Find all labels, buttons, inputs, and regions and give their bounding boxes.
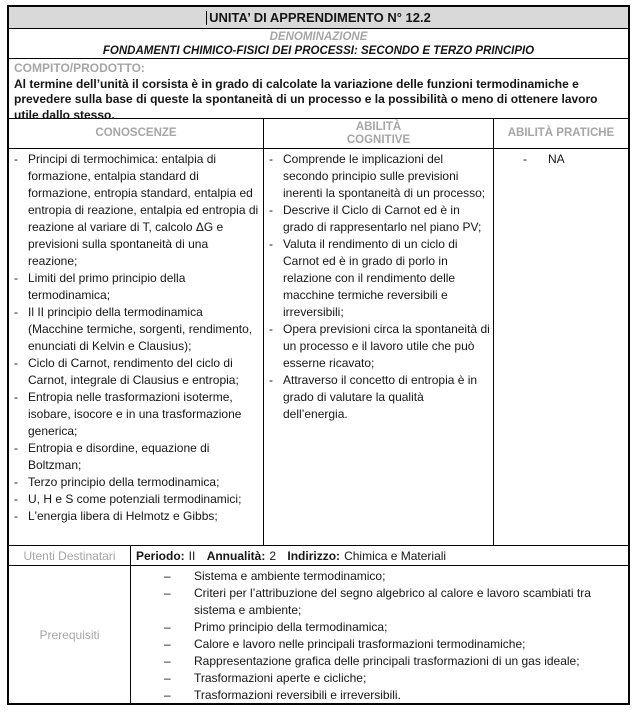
endash-marker: – [164, 637, 171, 651]
list-item-text: Calore e lavoro nelle principali trasformazioni termodinamiche; [194, 637, 526, 651]
dash-marker: - [14, 356, 18, 370]
prerequisiti-label: Prerequisiti [39, 627, 100, 642]
dash-marker: - [14, 492, 18, 506]
list-item-text: Terzo principio della termodinamica; [28, 475, 220, 489]
list-item [264, 321, 493, 372]
list-item-text: Trasformazioni aperte e cicliche; [194, 671, 367, 685]
endash-marker: – [164, 569, 171, 583]
list-item-text: Rappresentazione grafica delle principali trasformazioni di un gas ideale; [194, 654, 580, 668]
compito-text: Al termine dell’unità il corsista è in grado di calcolate la variazione delle funzioni termodinamiche e prevedere sulla base di queste la spontaneità di un processo e la possibilità o meno di ottenere lavoro utile dallo stesso. [14, 76, 598, 122]
dash-marker: - [14, 271, 18, 285]
list-item [264, 236, 493, 321]
list-item [9, 440, 263, 474]
header-abilita-pratiche-label: ABILITÀ PRATICHE [507, 127, 615, 139]
prerequisiti-label-cell[interactable] [9, 566, 131, 703]
endash-marker: – [164, 671, 171, 685]
utenti-destinatari-label: Utenti Destinatari [23, 548, 116, 563]
list-item [494, 151, 628, 168]
list-item [131, 636, 628, 653]
list-item [9, 491, 263, 508]
list-item [131, 568, 628, 585]
list-item [264, 151, 493, 202]
list-item [264, 202, 493, 236]
compito-label: COMPITO/PRODOTTO: [14, 61, 145, 75]
dash-marker: - [269, 237, 273, 251]
endash-marker: – [164, 654, 171, 668]
abilita-cognitive-cell[interactable] [263, 149, 494, 545]
list-item-text: Attraverso il concetto di entropia è in grado di valutare la qualità dell’energia. [283, 373, 478, 421]
list-item [9, 270, 263, 304]
dash-marker: - [523, 152, 527, 166]
abilita-cognitive-list [264, 151, 493, 423]
list-item-text: Sistema e ambiente termodinamico; [194, 569, 386, 583]
document-title: UNITA’ DI APPRENDIMENTO N° 12.2 [209, 10, 431, 25]
prerequisiti-list [131, 568, 628, 704]
segment-value: 2 [269, 548, 277, 563]
header-conoscenze-label: CONOSCENZE [95, 127, 177, 139]
endash-marker: – [164, 688, 171, 702]
list-item-text: Valuta il rendimento di un ciclo di Carnot ed è in grado di porlo in relazione con il rendimento delle macchine termiche reversibili e irreversibili; [283, 237, 458, 319]
dash-marker: - [14, 475, 18, 489]
prerequisiti-content[interactable] [131, 566, 628, 703]
dash-marker: - [14, 441, 18, 455]
list-item-text: Principi di termochimica: entalpia di formazione, entalpia standard di formazione, entropia standard, entalpia ed entropia di reazione, entalpia ed entropia di reazione al variare di T, calcolo ΔG e previsioni sulla spontaneità di una reazione; [28, 152, 259, 268]
list-item [131, 619, 628, 636]
info-segment [136, 549, 195, 563]
list-item-text: Entropia nelle trasformazioni isoterme, isobare, isocore e in una trasformazione generica; [28, 390, 242, 438]
list-item [9, 304, 263, 355]
skills-header-row [9, 118, 628, 148]
dash-marker: - [14, 509, 18, 523]
list-item [131, 670, 628, 687]
title-row[interactable] [9, 7, 628, 28]
segment-value: II [188, 548, 196, 563]
abilita-pratiche-list [494, 151, 628, 168]
header-abilita-pratiche[interactable] [494, 119, 628, 148]
dash-marker: - [269, 322, 273, 336]
list-item [131, 585, 628, 619]
list-item [9, 474, 263, 491]
conoscenze-cell[interactable] [9, 149, 263, 545]
list-item-text: Entropia e disordine, equazione di Boltzman; [28, 441, 210, 472]
header-conoscenze[interactable] [9, 119, 263, 148]
segment-label: Indirizzo: [287, 548, 341, 563]
conoscenze-list [9, 151, 263, 525]
dash-marker: - [269, 203, 273, 217]
info-segment [207, 549, 276, 563]
endash-marker: – [164, 620, 171, 634]
dash-marker: - [269, 373, 273, 387]
list-item-text: Il II principio della termodinamica (Macchine termiche, sorgenti, rendimento, enunciati di Kelvin e Clausius); [28, 305, 253, 353]
prerequisiti-row [9, 565, 628, 703]
dash-marker: - [14, 152, 18, 166]
list-item-text: L'energia libera di Helmotz e Gibbs; [28, 509, 218, 523]
header-abilita-cognitive[interactable] [263, 119, 494, 148]
list-item [264, 372, 493, 423]
list-item [9, 355, 263, 389]
list-item-text: Descrive il Ciclo di Carnot ed è in grado di rappresentarlo nel piano PV; [283, 203, 482, 234]
list-item [9, 508, 263, 525]
skills-content-row [9, 148, 628, 545]
denominazione-row[interactable] [9, 28, 628, 58]
utenti-destinatari-content[interactable] [131, 546, 628, 565]
segment-value: Chimica e Materiali [344, 548, 447, 563]
list-item-text: NA [548, 152, 565, 166]
header-abilita-cognitive-line1: ABILITÀ [355, 120, 402, 133]
list-item [9, 389, 263, 440]
text-cursor [206, 11, 207, 25]
periodo-segments [136, 549, 454, 563]
list-item-text: Limiti del primo principio della termodinamica; [28, 271, 186, 302]
dash-marker: - [14, 390, 18, 404]
list-item-text: Primo principio della termodinamica; [194, 620, 388, 634]
list-item-text: Trasformazioni reversibili e irreversibili. [194, 688, 401, 702]
denominazione-value: FONDAMENTI CHIMICO-FISICI DEI PROCESSI: SECONDO E TERZO PRINCIPIO [102, 44, 535, 57]
segment-label: Periodo: [136, 548, 185, 563]
list-item-text: Criteri per l’attribuzione del segno algebrico al calore e lavoro scambiati tra sistema e ambiente; [194, 586, 591, 617]
compito-row[interactable] [9, 58, 628, 122]
list-item [9, 151, 263, 270]
endash-marker: – [164, 586, 171, 600]
list-item-text: Opera previsioni circa la spontaneità di un processo e il lavoro utile che può esserne ricavato; [283, 322, 490, 370]
header-abilita-cognitive-line2: COGNITIVE [346, 133, 411, 146]
info-segment [287, 549, 446, 563]
segment-label: Annualità: [206, 548, 266, 563]
uda-document-table [7, 5, 630, 705]
utenti-destinatari-row [9, 545, 628, 565]
list-item-text: Comprende le implicazioni del secondo principio sulle previsioni inerenti la spontaneità di un processo; [283, 152, 486, 200]
list-item-text: U, H e S come potenziali termodinamici; [28, 492, 242, 506]
utenti-destinatari-label-cell[interactable] [9, 546, 131, 565]
dash-marker: - [14, 305, 18, 319]
abilita-pratiche-cell[interactable] [494, 149, 628, 545]
list-item [131, 687, 628, 704]
denominazione-label: DENOMINAZIONE [269, 30, 368, 43]
list-item-text: Ciclo di Carnot, rendimento del ciclo di Carnot, integrale di Clausius e entropia; [28, 356, 239, 387]
dash-marker: - [269, 152, 273, 166]
list-item [131, 653, 628, 670]
